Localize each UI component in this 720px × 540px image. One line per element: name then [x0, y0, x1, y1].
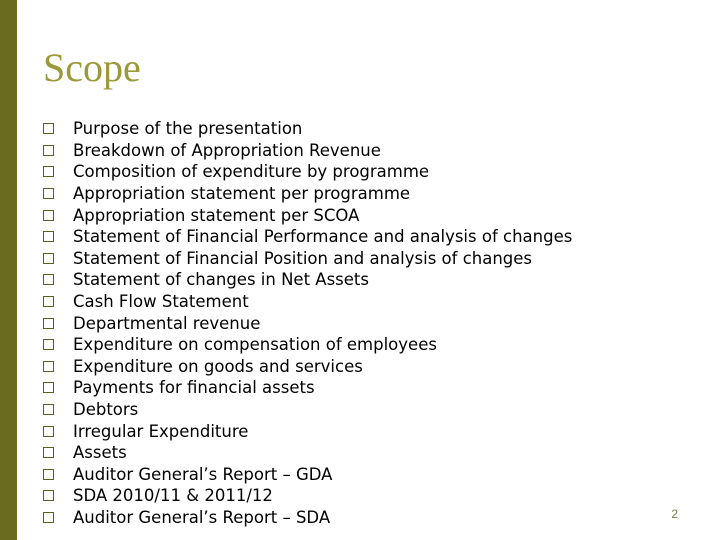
bullet-item [42, 334, 572, 356]
hollow-square-icon [43, 296, 54, 307]
bullet-text: Expenditure on goods and services [73, 356, 363, 376]
bullet-text: Statement of changes in Net Assets [73, 270, 369, 290]
bullet-item [42, 161, 572, 183]
bullet-item [42, 118, 572, 140]
hollow-square-icon [43, 145, 54, 156]
bullet-item [42, 291, 572, 313]
bullet-text: Statement of Financial Performance and analysis of changes [73, 227, 573, 247]
hollow-square-icon [43, 382, 54, 393]
bullet-item [42, 507, 572, 529]
bullet-text: Departmental revenue [73, 313, 261, 333]
bullet-item [42, 183, 572, 205]
hollow-square-icon [43, 210, 54, 221]
bullet-item [42, 442, 572, 464]
bullet-list [42, 118, 572, 528]
bullet-item [42, 485, 572, 507]
bullet-item [42, 399, 572, 421]
bullet-text: Irregular Expenditure [73, 421, 249, 441]
bullet-text: Appropriation statement per programme [73, 184, 411, 204]
bullet-text: Auditor General’s Report – GDA [73, 464, 333, 484]
accent-bar [0, 0, 17, 540]
hollow-square-icon [43, 404, 54, 415]
hollow-square-icon [43, 426, 54, 437]
bullet-text: Assets [73, 443, 127, 463]
hollow-square-icon [43, 339, 54, 350]
hollow-square-icon [43, 318, 54, 329]
bullet-text: SDA 2010/11 & 2011/12 [73, 486, 273, 506]
hollow-square-icon [43, 123, 54, 134]
bullet-text: Cash Flow Statement [73, 292, 249, 312]
bullet-item [42, 226, 572, 248]
hollow-square-icon [43, 490, 54, 501]
bullet-item [42, 204, 572, 226]
bullet-text: Purpose of the presentation [73, 119, 303, 139]
bullet-item [42, 377, 572, 399]
bullet-text: Appropriation statement per SCOA [73, 205, 360, 225]
bullet-text: Expenditure on compensation of employees [73, 335, 437, 355]
hollow-square-icon [43, 469, 54, 480]
bullet-text: Debtors [73, 400, 139, 420]
bullet-item [42, 248, 572, 270]
hollow-square-icon [43, 274, 54, 285]
bullet-item [42, 269, 572, 291]
hollow-square-icon [43, 512, 54, 523]
hollow-square-icon [43, 188, 54, 199]
bullet-item [42, 140, 572, 162]
hollow-square-icon [43, 447, 54, 458]
hollow-square-icon [43, 231, 54, 242]
hollow-square-icon [43, 361, 54, 372]
bullet-item [42, 464, 572, 486]
page-number: 2 [671, 507, 678, 521]
bullet-text: Breakdown of Appropriation Revenue [73, 140, 381, 160]
bullet-text: Auditor General’s Report – SDA [73, 507, 331, 527]
bullet-text: Composition of expenditure by programme [73, 162, 430, 182]
bullet-item [42, 312, 572, 334]
bullet-text: Statement of Financial Position and analysis of changes [73, 248, 533, 268]
hollow-square-icon [43, 253, 54, 264]
bullet-item [42, 356, 572, 378]
bullet-text: Payments for financial assets [73, 378, 315, 398]
slide-title: Scope [43, 45, 141, 90]
bullet-item [42, 420, 572, 442]
hollow-square-icon [43, 166, 54, 177]
